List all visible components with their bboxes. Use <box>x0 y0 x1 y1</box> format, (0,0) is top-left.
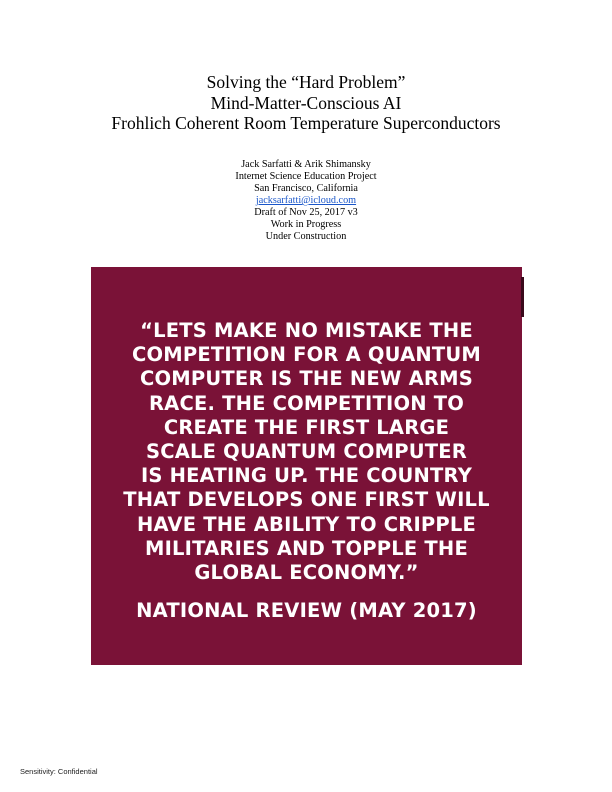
quote-line: MILITARIES AND TOPPLE THE <box>145 536 468 560</box>
quote-source: NATIONAL REVIEW (MAY 2017) <box>136 599 477 622</box>
location: San Francisco, California <box>254 183 358 194</box>
author-info <box>0 159 612 243</box>
status-work-in-progress: Work in Progress <box>270 219 342 230</box>
status-under-construction: Under Construction <box>265 231 347 242</box>
organization: Internet Science Education Project <box>235 171 377 182</box>
quote-line: SCALE QUANTUM COMPUTER <box>146 440 467 464</box>
title-line-3: Frohlich Coherent Room Temperature Superconductors <box>111 113 501 133</box>
title-line-1: Solving the “Hard Problem” <box>206 72 406 92</box>
title-line-2: Mind-Matter-Conscious AI <box>210 92 402 113</box>
quote-line: IS HEATING UP. THE COUNTRY <box>140 464 473 488</box>
quote-line: CREATE THE FIRST LARGE <box>163 415 450 439</box>
draft-date: Draft of Nov 25, 2017 v3 <box>254 207 358 218</box>
quote-line: GLOBAL ECONOMY.” <box>194 561 419 585</box>
quote-line: “LETS MAKE NO MISTAKE THE <box>140 319 473 342</box>
quote-line: COMPETITION FOR A QUANTUM <box>131 343 482 367</box>
quote-text <box>91 319 522 585</box>
email-link[interactable]: jacksarfatti@icloud.com <box>255 195 357 206</box>
authors: Jack Sarfatti & Arik Shimansky <box>241 159 371 170</box>
quote-line: HAVE THE ABILITY TO CRIPPLE <box>136 512 477 536</box>
quote-line: RACE. THE COMPETITION TO <box>148 391 465 415</box>
quote-line: COMPUTER IS THE NEW ARMS <box>140 367 473 391</box>
quote-image <box>91 267 522 665</box>
quote-line: THAT DEVELOPS ONE FIRST WILL <box>123 488 490 512</box>
sensitivity-label: Sensitivity: Confidential <box>20 767 98 776</box>
quote-image-edge <box>521 277 524 317</box>
document-title <box>0 72 612 134</box>
